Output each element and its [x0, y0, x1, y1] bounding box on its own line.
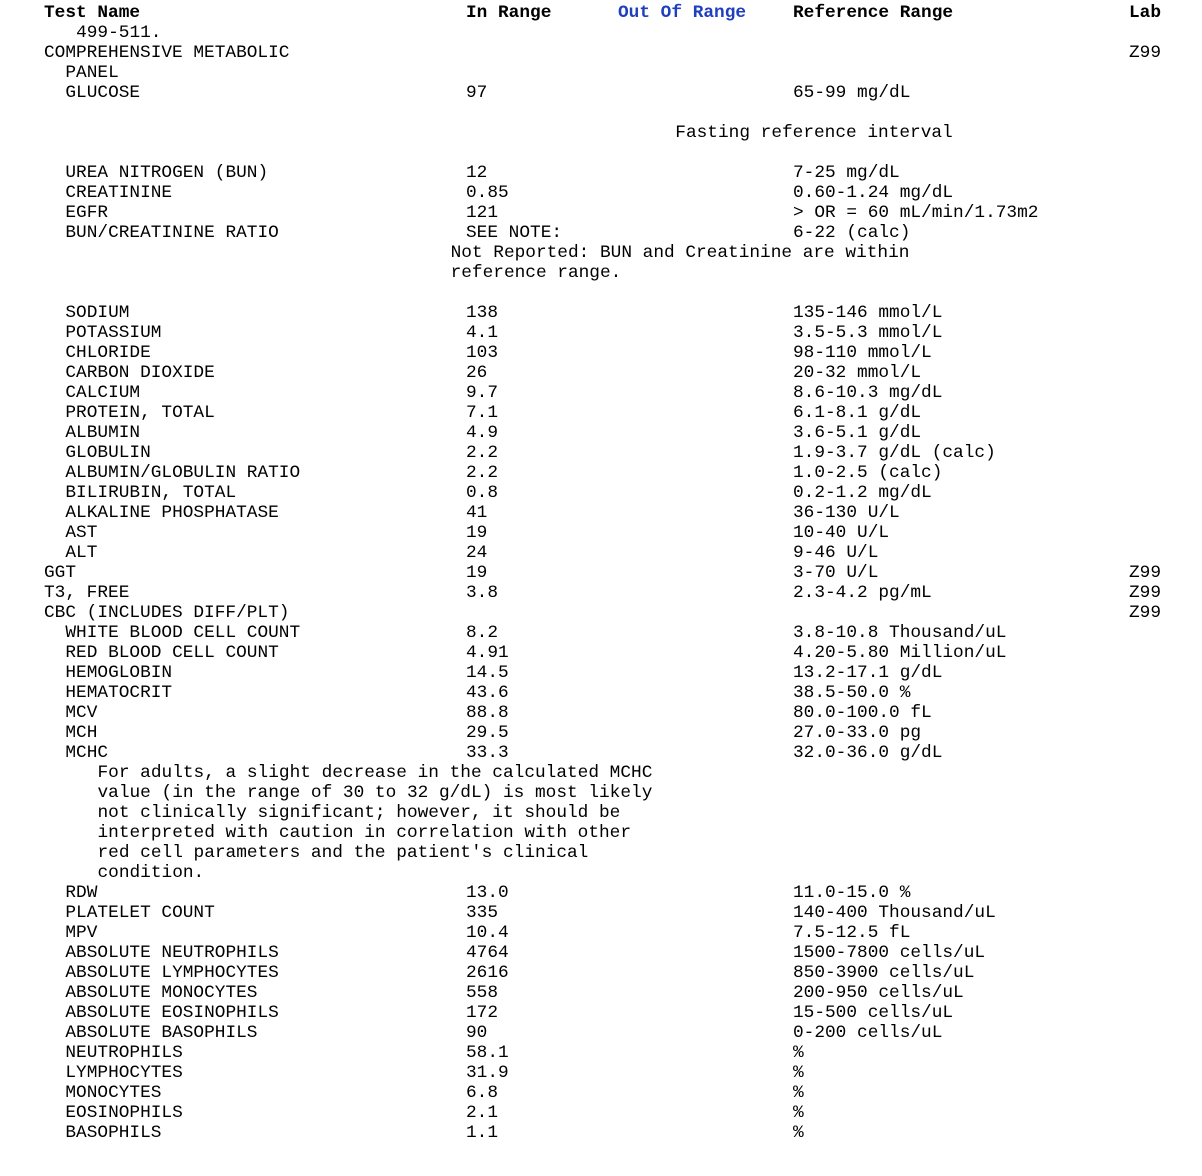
reference-range: 140-400 Thousand/uL [793, 903, 996, 923]
result-row [0, 1043, 1202, 1063]
test-name: CHLORIDE [65, 343, 151, 363]
test-name: GGT [44, 563, 77, 583]
test-name: LYMPHOCYTES [65, 1063, 183, 1083]
reference-range: 3.8-10.8 Thousand/uL [793, 623, 1007, 643]
test-name: HEMOGLOBIN [65, 663, 173, 683]
result-row [0, 543, 1202, 563]
result-row [0, 523, 1202, 543]
reference-range: 36-130 U/L [793, 503, 900, 523]
in-range-value: 138 [466, 303, 499, 323]
in-range-value: 41 [466, 503, 488, 523]
in-range-value: 97 [466, 83, 488, 103]
header-reference-range: Reference Range [793, 3, 954, 23]
result-row [0, 563, 1202, 583]
test-name: EGFR [65, 203, 109, 223]
test-name: PLATELET COUNT [65, 903, 215, 923]
note-line [0, 823, 1202, 843]
result-row [0, 643, 1202, 663]
in-range-value: 7.1 [466, 403, 499, 423]
reference-range: 7.5-12.5 fL [793, 923, 911, 943]
note-line [0, 863, 1202, 883]
test-name: BUN/CREATININE RATIO [65, 223, 279, 243]
in-range-value: 2616 [466, 963, 509, 983]
reference-range: 80.0-100.0 fL [793, 703, 932, 723]
test-name: RDW [65, 883, 98, 903]
test-name: UREA NITROGEN (BUN) [65, 163, 269, 183]
in-range-value: 19 [466, 563, 488, 583]
reference-range: 0.2-1.2 mg/dL [793, 483, 932, 503]
in-range-value: 12 [466, 163, 488, 183]
in-range-value: 103 [466, 343, 499, 363]
result-row [0, 903, 1202, 923]
reference-range: > OR = 60 mL/min/1.73m2 [793, 203, 1039, 223]
result-row [0, 423, 1202, 443]
reference-range: % [793, 1063, 804, 1083]
in-range-value: 33.3 [466, 743, 509, 763]
result-row [0, 43, 1202, 63]
in-range-value: 0.85 [466, 183, 509, 203]
note-text: red cell parameters and the patient's clinical [97, 843, 589, 863]
note-text: reference range. [450, 263, 622, 283]
lab-code: Z99 [1129, 583, 1162, 603]
in-range-value: 121 [466, 203, 499, 223]
result-row [0, 63, 1202, 83]
reference-range: % [793, 1103, 804, 1123]
result-row [0, 1063, 1202, 1083]
result-row [0, 23, 1202, 43]
result-row [0, 663, 1202, 683]
result-row [0, 603, 1202, 623]
test-name: PROTEIN, TOTAL [65, 403, 215, 423]
reference-range: 2.3-4.2 pg/mL [793, 583, 932, 603]
in-range-value: 6.8 [466, 1083, 499, 1103]
reference-range: 1500-7800 cells/uL [793, 943, 986, 963]
test-name: T3, FREE [44, 583, 130, 603]
header-test-name: Test Name [44, 3, 141, 23]
column-header-row [0, 3, 1202, 23]
test-name: NEUTROPHILS [65, 1043, 183, 1063]
test-name: AST [65, 523, 98, 543]
reference-range: 6-22 (calc) [793, 223, 911, 243]
test-name: GLUCOSE [65, 83, 141, 103]
result-row [0, 483, 1202, 503]
result-row [0, 743, 1202, 763]
result-row [0, 343, 1202, 363]
result-row [0, 223, 1202, 243]
result-row [0, 1123, 1202, 1143]
in-range-value: 29.5 [466, 723, 509, 743]
test-name: SODIUM [65, 303, 130, 323]
result-row [0, 503, 1202, 523]
reference-range: 850-3900 cells/uL [793, 963, 975, 983]
result-row [0, 303, 1202, 323]
test-name: BASOPHILS [65, 1123, 162, 1143]
in-range-value: 558 [466, 983, 499, 1003]
reference-range: % [793, 1043, 804, 1063]
test-name: ABSOLUTE MONOCYTES [65, 983, 258, 1003]
test-name: CARBON DIOXIDE [65, 363, 215, 383]
test-name: ALBUMIN/GLOBULIN RATIO [65, 463, 301, 483]
in-range-value: 4.1 [466, 323, 499, 343]
reference-range: 38.5-50.0 % [793, 683, 911, 703]
in-range-value: 19 [466, 523, 488, 543]
header-out-of-range: Out Of Range [618, 3, 747, 23]
reference-range: 13.2-17.1 g/dL [793, 663, 943, 683]
in-range-value: 43.6 [466, 683, 509, 703]
in-range-value: 8.2 [466, 623, 499, 643]
in-range-value: SEE NOTE: [466, 223, 563, 243]
reference-range: 7-25 mg/dL [793, 163, 900, 183]
reference-range: 20-32 mmol/L [793, 363, 922, 383]
test-name: ALBUMIN [65, 423, 141, 443]
note-line [0, 803, 1202, 823]
in-range-value: 3.8 [466, 583, 499, 603]
reference-range: 4.20-5.80 Million/uL [793, 643, 1007, 663]
in-range-value: 88.8 [466, 703, 509, 723]
reference-range: % [793, 1123, 804, 1143]
result-row [0, 923, 1202, 943]
reference-range: 1.9-3.7 g/dL (calc) [793, 443, 996, 463]
reference-range: 200-950 cells/uL [793, 983, 964, 1003]
reference-range: 8.6-10.3 mg/dL [793, 383, 943, 403]
test-name: POTASSIUM [65, 323, 162, 343]
reference-range: 98-110 mmol/L [793, 343, 932, 363]
result-row [0, 323, 1202, 343]
result-row [0, 583, 1202, 603]
result-row [0, 83, 1202, 103]
reference-range: 9-46 U/L [793, 543, 879, 563]
test-name: MCV [65, 703, 98, 723]
note-line [0, 783, 1202, 803]
in-range-value: 2.2 [466, 463, 499, 483]
test-name: GLOBULIN [65, 443, 151, 463]
result-row [0, 1103, 1202, 1123]
note-text: value (in the range of 30 to 32 g/dL) is most likely [97, 783, 653, 803]
reference-range: 27.0-33.0 pg [793, 723, 922, 743]
note-line [0, 243, 1202, 263]
header-in-range: In Range [466, 3, 552, 23]
note-line [0, 843, 1202, 863]
reference-range: 0.60-1.24 mg/dL [793, 183, 954, 203]
result-row [0, 943, 1202, 963]
in-range-value: 26 [466, 363, 488, 383]
test-name: CREATININE [65, 183, 173, 203]
reference-range: 0-200 cells/uL [793, 1023, 943, 1043]
test-name: PANEL [65, 63, 119, 83]
header-lab: Lab [1129, 3, 1162, 23]
result-row [0, 723, 1202, 743]
note-line [0, 123, 1202, 143]
note-text: Not Reported: BUN and Creatinine are within [450, 243, 910, 263]
result-row [0, 183, 1202, 203]
result-row [0, 443, 1202, 463]
in-range-value: 4.9 [466, 423, 499, 443]
test-name: RED BLOOD CELL COUNT [65, 643, 279, 663]
in-range-value: 172 [466, 1003, 499, 1023]
reference-range: 1.0-2.5 (calc) [793, 463, 943, 483]
in-range-value: 31.9 [466, 1063, 509, 1083]
test-name: ALT [65, 543, 98, 563]
in-range-value: 90 [466, 1023, 488, 1043]
reference-range: 3-70 U/L [793, 563, 879, 583]
in-range-value: 9.7 [466, 383, 499, 403]
lab-code: Z99 [1129, 43, 1162, 63]
result-row [0, 1083, 1202, 1103]
result-row [0, 1003, 1202, 1023]
note-line [0, 263, 1202, 283]
test-name: MCHC [65, 743, 109, 763]
result-row [0, 203, 1202, 223]
lab-code: Z99 [1129, 563, 1162, 583]
note-text: Fasting reference interval [675, 123, 953, 143]
result-row [0, 703, 1202, 723]
result-row [0, 883, 1202, 903]
result-row [0, 163, 1202, 183]
test-name: WHITE BLOOD CELL COUNT [65, 623, 301, 643]
in-range-value: 10.4 [466, 923, 509, 943]
test-name: MCH [65, 723, 98, 743]
test-name: BILIRUBIN, TOTAL [65, 483, 237, 503]
reference-range: 11.0-15.0 % [793, 883, 911, 903]
test-name: MPV [65, 923, 98, 943]
in-range-value: 24 [466, 543, 488, 563]
reference-range: 10-40 U/L [793, 523, 890, 543]
result-row [0, 963, 1202, 983]
in-range-value: 2.2 [466, 443, 499, 463]
note-text: not clinically significant; however, it should be [97, 803, 621, 823]
reference-range: 32.0-36.0 g/dL [793, 743, 943, 763]
in-range-value: 58.1 [466, 1043, 509, 1063]
in-range-value: 14.5 [466, 663, 509, 683]
test-name: MONOCYTES [65, 1083, 162, 1103]
result-row [0, 363, 1202, 383]
reference-range: 135-146 mmol/L [793, 303, 943, 323]
in-range-value: 335 [466, 903, 499, 923]
test-name: CBC (INCLUDES DIFF/PLT) [44, 603, 290, 623]
reference-range: 3.6-5.1 g/dL [793, 423, 922, 443]
reference-range: 6.1-8.1 g/dL [793, 403, 922, 423]
note-text: interpreted with caution in correlation with other [97, 823, 632, 843]
result-row [0, 623, 1202, 643]
note-line [0, 763, 1202, 783]
in-range-value: 4764 [466, 943, 509, 963]
note-text: condition. [97, 863, 205, 883]
test-name: ABSOLUTE NEUTROPHILS [65, 943, 279, 963]
reference-range: 15-500 cells/uL [793, 1003, 954, 1023]
result-row [0, 1023, 1202, 1043]
note-text: For adults, a slight decrease in the calculated MCHC [97, 763, 653, 783]
in-range-value: 2.1 [466, 1103, 499, 1123]
test-name: EOSINOPHILS [65, 1103, 183, 1123]
reference-range: 3.5-5.3 mmol/L [793, 323, 943, 343]
test-name: ABSOLUTE BASOPHILS [65, 1023, 258, 1043]
in-range-value: 0.8 [466, 483, 499, 503]
reference-range: 65-99 mg/dL [793, 83, 911, 103]
result-row [0, 463, 1202, 483]
test-name: COMPREHENSIVE METABOLIC [44, 43, 290, 63]
result-row [0, 403, 1202, 423]
in-range-value: 13.0 [466, 883, 509, 903]
test-name: 499-511. [76, 23, 162, 43]
test-name: ABSOLUTE LYMPHOCYTES [65, 963, 279, 983]
test-name: HEMATOCRIT [65, 683, 173, 703]
test-name: ALKALINE PHOSPHATASE [65, 503, 279, 523]
test-name: CALCIUM [65, 383, 141, 403]
result-row [0, 683, 1202, 703]
in-range-value: 1.1 [466, 1123, 499, 1143]
reference-range: % [793, 1083, 804, 1103]
lab-code: Z99 [1129, 603, 1162, 623]
result-row [0, 383, 1202, 403]
test-name: ABSOLUTE EOSINOPHILS [65, 1003, 279, 1023]
result-row [0, 983, 1202, 1003]
in-range-value: 4.91 [466, 643, 509, 663]
